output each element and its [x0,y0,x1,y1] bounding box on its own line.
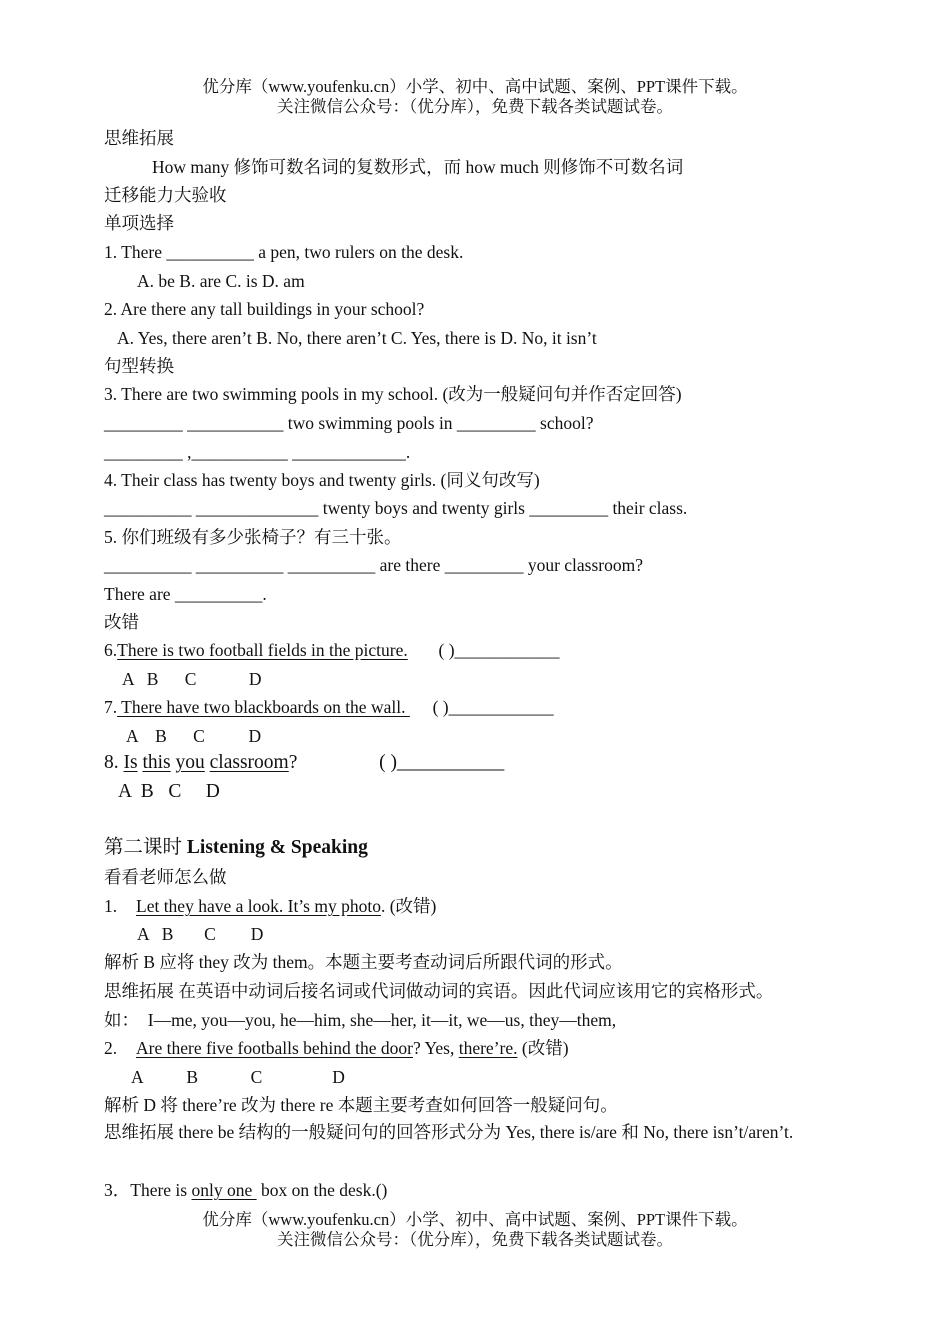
question-8-word-c: you [175,752,205,773]
teacher-item-2-letters: A B C D [131,1067,345,1087]
teacher-item-2-mid: ? Yes, [413,1038,459,1058]
question-2-options: A. Yes, there aren’t B. No, there aren’t C. Yes, there is D. No, it isn’t [117,328,597,348]
teacher-item-1-analysis: 解析 B 应将 they 改为 them。本题主要考查动词后所跟代词的形式。 [104,952,623,972]
transfer-title: 迁移能力大验收 [104,185,227,205]
teacher-item-2-tail: (改错) [517,1038,569,1058]
teacher-title: 看看老师怎么做 [104,867,227,887]
teacher-item-3-tail: box on the desk.() [256,1180,388,1200]
header-line-1: 优分库（www.youfenku.cn）小学、初中、高中试题、案例、PPT课件下载。 [202,77,748,96]
teacher-item-2-number: 2. [104,1038,118,1058]
question-3-blank-2: _________ ,___________ _____________. [104,442,411,462]
teacher-item-1-number: 1. [104,896,118,916]
correction-title: 改错 [104,612,139,632]
teacher-item-3-underlined: only one [191,1180,257,1200]
teacher-item-1-thinking: 思维拓展 在英语中动词后接名词或代词做动词的宾语。因此代词应该用它的宾格形式。 [104,981,774,1001]
question-6 [104,638,560,662]
question-8-word-d: classroom [209,752,289,773]
question-8-letters: A B C D [118,781,220,802]
question-8 [104,751,504,775]
teacher-item-1 [104,894,436,918]
lesson-2-title [104,836,368,860]
question-6-answer-blank: ( )____________ [438,640,560,660]
footer-line-1: 优分库（www.youfenku.cn）小学、初中、高中试题、案例、PPT课件下载。 [202,1210,748,1229]
teacher-item-2 [104,1036,569,1060]
teacher-item-2-answer: there’re. [458,1038,518,1058]
question-5-blank-2: There are __________. [104,584,267,604]
question-8-number: 8. [104,752,119,773]
question-5-blank-1: __________ __________ __________ are there _________ your classroom? [104,555,644,575]
footer-line-2: 关注微信公众号：（优分库），免费下载各类试题试卷。 [277,1230,673,1249]
teacher-item-2-sentence: Are there five footballs behind the door [136,1038,413,1058]
header-line-2: 关注微信公众号：（优分库），免费下载各类试题试卷。 [277,97,673,116]
teacher-item-3 [104,1178,387,1202]
question-4-blank: __________ ______________ twenty boys and twenty girls _________ their class. [104,498,688,518]
question-8-word-b: this [142,752,171,773]
question-7-letters: A B C D [126,726,262,746]
question-5: 5. 你们班级有多少张椅子？有三十张。 [104,527,402,547]
teacher-item-1-letters: A B C D [137,924,264,944]
question-6-number: 6. [104,640,118,660]
single-choice-title: 单项选择 [104,213,174,233]
question-2: 2. Are there any tall buildings in your school? [104,299,425,319]
question-6-sentence: There is two football fields in the picture. [117,640,408,660]
question-8-mark: ? [288,752,298,773]
transform-title: 句型转换 [104,356,174,376]
question-3-blank-1: _________ ___________ two swimming pools in _________ school? [104,413,594,433]
teacher-item-3-head: 3．There is [104,1180,192,1200]
question-7 [104,695,554,719]
question-1-options: A. be B. are C. is D. am [137,271,305,291]
thinking-text: How many 修饰可数名词的复数形式，而 how much 则修饰不可数名词 [152,157,684,177]
lesson-2-title-en: Listening & Speaking [186,837,368,858]
question-7-answer-blank: ( )____________ [432,697,554,717]
teacher-item-1-example: 如： I—me, you—you, he—him, she—her, it—it, we—us, they—them, [104,1010,617,1030]
question-7-sentence: There have two blackboards on the wall. [117,697,410,717]
lesson-2-title-cn: 第二课时 [104,837,187,858]
teacher-item-2-thinking: 思维拓展 there be 结构的一般疑问句的回答形式分为 Yes, there is/are 和 No, there isn’t/aren’t. [104,1122,794,1142]
teacher-item-1-sentence: Let they have a look. It’s my photo [136,896,381,916]
question-8-answer-blank: ( )___________ [379,752,505,773]
teacher-item-2-analysis: 解析 D 将 there’re 改为 there re 本题主要考查如何回答一般疑问句。 [104,1095,618,1115]
question-6-letters: A B C D [122,669,262,689]
teacher-item-1-tail: . (改错) [380,896,437,916]
question-3: 3. There are two swimming pools in my school. (改为一般疑问句并作否定回答) [104,384,682,404]
question-1: 1. There __________ a pen, two rulers on the desk. [104,242,464,262]
question-7-number: 7. [104,697,118,717]
question-4: 4. Their class has twenty boys and twenty girls. (同义句改写) [104,470,540,490]
page-footer [0,1210,950,1250]
question-8-word-a: Is [123,752,138,773]
page-header [0,77,950,117]
thinking-title: 思维拓展 [104,128,174,148]
